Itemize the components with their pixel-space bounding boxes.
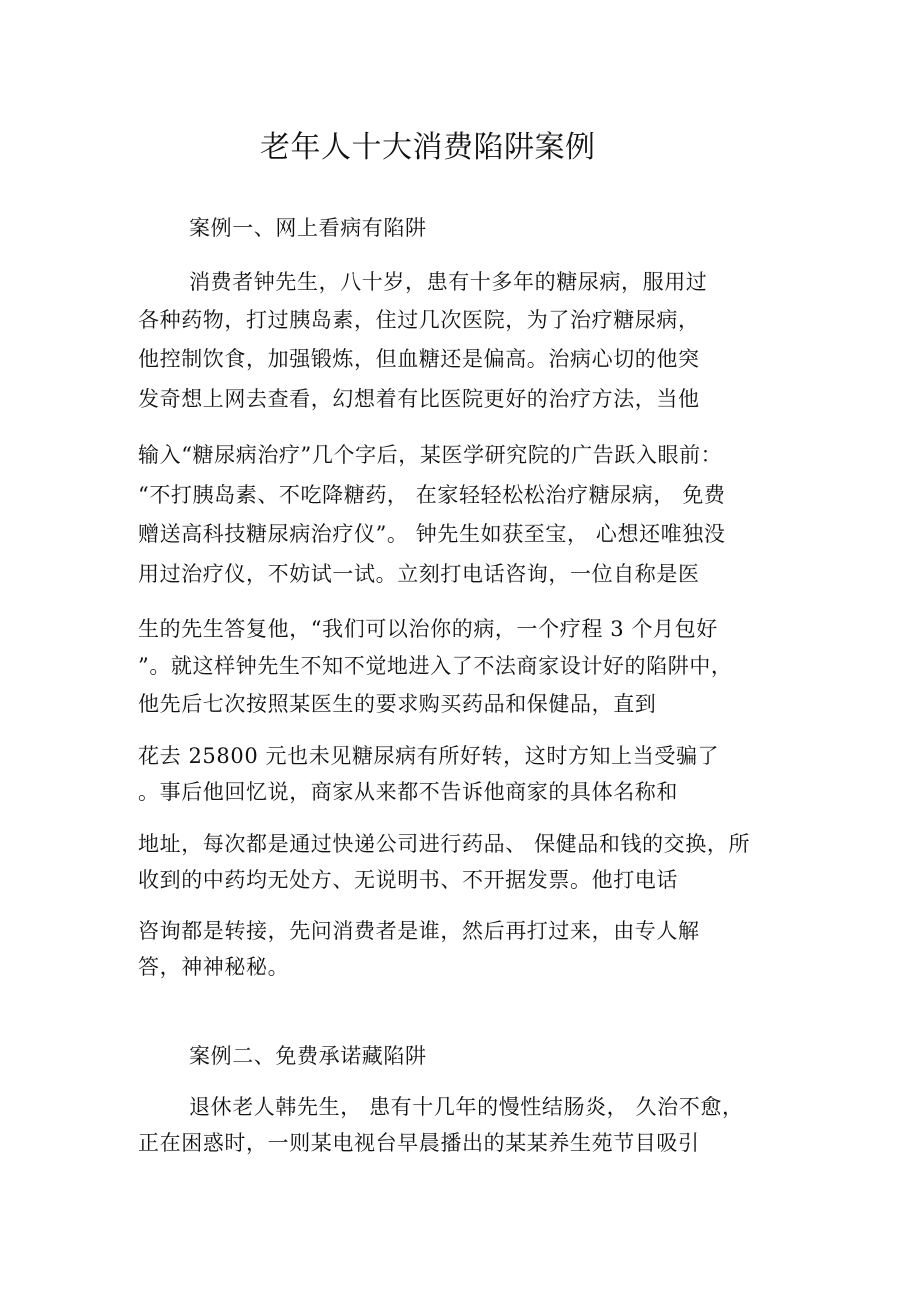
case1-line-3: 他控制饮食，加强锻炼，但血糖还是偏高。治病心切的他突 xyxy=(138,347,700,371)
case1-line-9: 生的先生答复他，“我们可以治你的病，一个疗程 3 个月包好 xyxy=(138,617,718,641)
case1-line-15: 收到的中药均无处方、无说明书、不开据发票。他打电话 xyxy=(138,868,678,892)
case1-line-6: “不打胰岛素、不吃降糖药， 在家轻轻松松治疗糖尿病， 免费 xyxy=(138,483,726,507)
case2-line-1: 退休老人韩先生， 患有十几年的慢性结肠炎， 久治不愈， xyxy=(189,1095,744,1119)
case1-line-10: ”。就这样钟先生不知不觉地进入了不法商家设计好的陷阱中， xyxy=(138,654,733,678)
case1-line-8: 用过治疗仪，不妨试一试。立刻打电话咨询，一位自称是医 xyxy=(138,562,700,586)
case1-line-5: 输入“糖尿病治疗”几个字后，某医学研究院的广告跃入眼前： xyxy=(138,443,723,467)
document-title: 老年人十大消费陷阱案例 xyxy=(260,130,596,165)
case1-line-16: 咨询都是转接，先问消费者是谁，然后再打过来，由专人解 xyxy=(138,919,700,943)
case2-line-2: 正在困惑时，一则某电视台早晨播出的某某养生苑节目吸引 xyxy=(138,1131,700,1155)
case2-heading: 案例二、免费承诺藏陷阱 xyxy=(189,1044,427,1068)
case1-line-13: 。事后他回忆说，商家从来都不告诉他商家的具体名称和 xyxy=(138,780,678,804)
case1-line-17: 答，神神秘秘。 xyxy=(138,955,290,979)
case1-line-7: 赠送高科技糖尿病治疗仪”。 钟先生如获至宝， 心想还唯独没 xyxy=(138,522,726,546)
case1-line-2: 各种药物，打过胰岛素，住过几次医院，为了治疗糖尿病， xyxy=(138,308,700,332)
case1-heading: 案例一、网上看病有陷阱 xyxy=(189,216,427,240)
case1-line-4: 发奇想上网去查看，幻想着有比医院更好的治疗方法，当他 xyxy=(138,387,700,411)
case1-line-11: 他先后七次按照某医生的要求购买药品和保健品，直到 xyxy=(138,692,657,716)
case1-line-1: 消费者钟先生，八十岁，患有十多年的糖尿病，服用过 xyxy=(189,270,708,294)
case1-line-14: 地址，每次都是通过快递公司进行药品、 保健品和钱的交换，所 xyxy=(138,832,751,856)
case1-line-12: 花去 25800 元也未见糖尿病有所好转，这时方知上当受骗了 xyxy=(138,744,720,768)
